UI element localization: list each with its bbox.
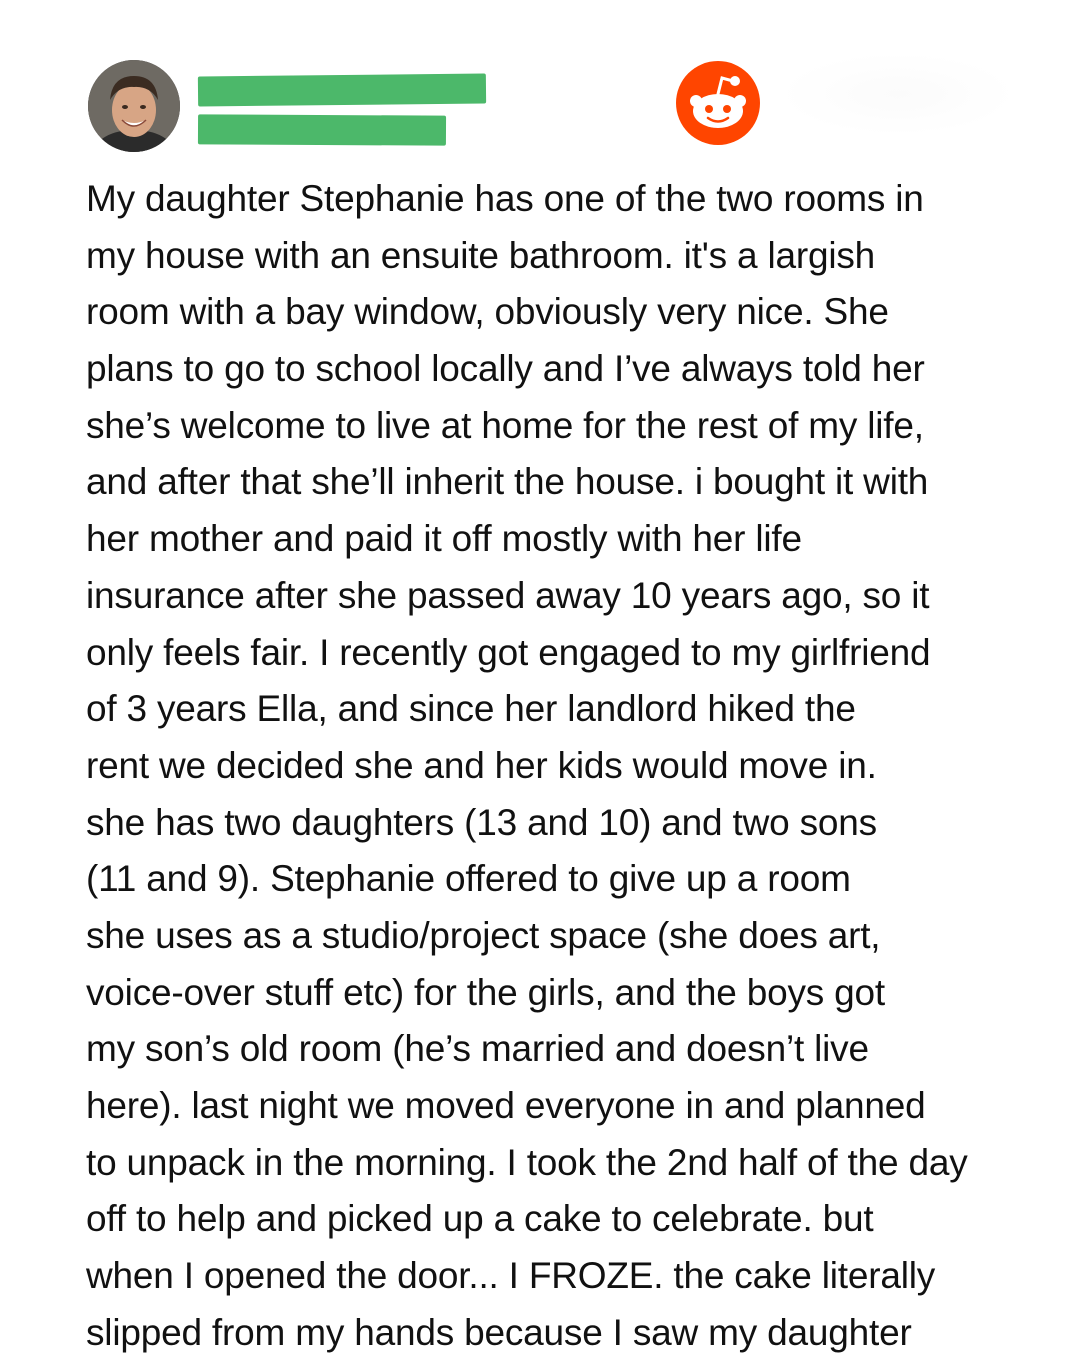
post-text-line: room with a bay window, obviously very nice. She [86,291,889,333]
post-text-line: and after that she’ll inherit the house. i bought it with [86,461,929,503]
post-text-line: my son’s old room (he’s married and doesn’t live [86,1028,869,1070]
reddit-logo-icon [676,61,760,145]
post-text-line: My daughter Stephanie has one of the two rooms in [86,178,924,219]
post-text-line: she’s welcome to live at home for the rest of my life, [86,404,924,446]
post-text-line: rent we decided she and her kids would move in. [86,744,877,786]
post-text-line: voice-over stuff etc) for the girls, and the boys got [86,971,886,1013]
post-text-line: of 3 years Ella, and since her landlord hiked the [86,688,856,730]
post-text-line: here). last night we moved everyone in and planned [86,1085,926,1126]
post-header [0,0,1080,170]
post-text-line: insurance after she passed away 10 years ago, so it [86,574,930,616]
post-text-line: to unpack in the morning. I took the 2nd half of the day [86,1141,968,1183]
post-text-line: only feels fair. I recently got engaged to my girlfriend [86,631,931,673]
post-body-text [86,171,1036,1361]
user-avatar[interactable] [88,60,180,152]
avatar-photo-icon [88,60,180,152]
post-text-line: (11 and 9). Stephanie offered to give up a room [86,858,851,900]
post-text-line: off to help and picked up a cake to celebrate. but [86,1198,874,1240]
redacted-username [198,73,486,106]
post-text-line: she has two daughters (13 and 10) and two sons [86,801,877,843]
post-text-line: slipped from my hands because I saw my daughter [86,1311,912,1353]
post-text-line: plans to go to school locally and I’ve always told her [86,348,925,390]
post-text-line: her mother and paid it off mostly with her life [86,518,802,560]
post-text-line: she uses as a studio/project space (she does art, [86,914,881,956]
post-text-line: my house with an ensuite bathroom. it's a largish [86,234,876,276]
redacted-handle [198,114,446,145]
post-text-line: when I opened the door... I FROZE. the cake literally [86,1255,936,1297]
blurred-region [778,52,1018,136]
